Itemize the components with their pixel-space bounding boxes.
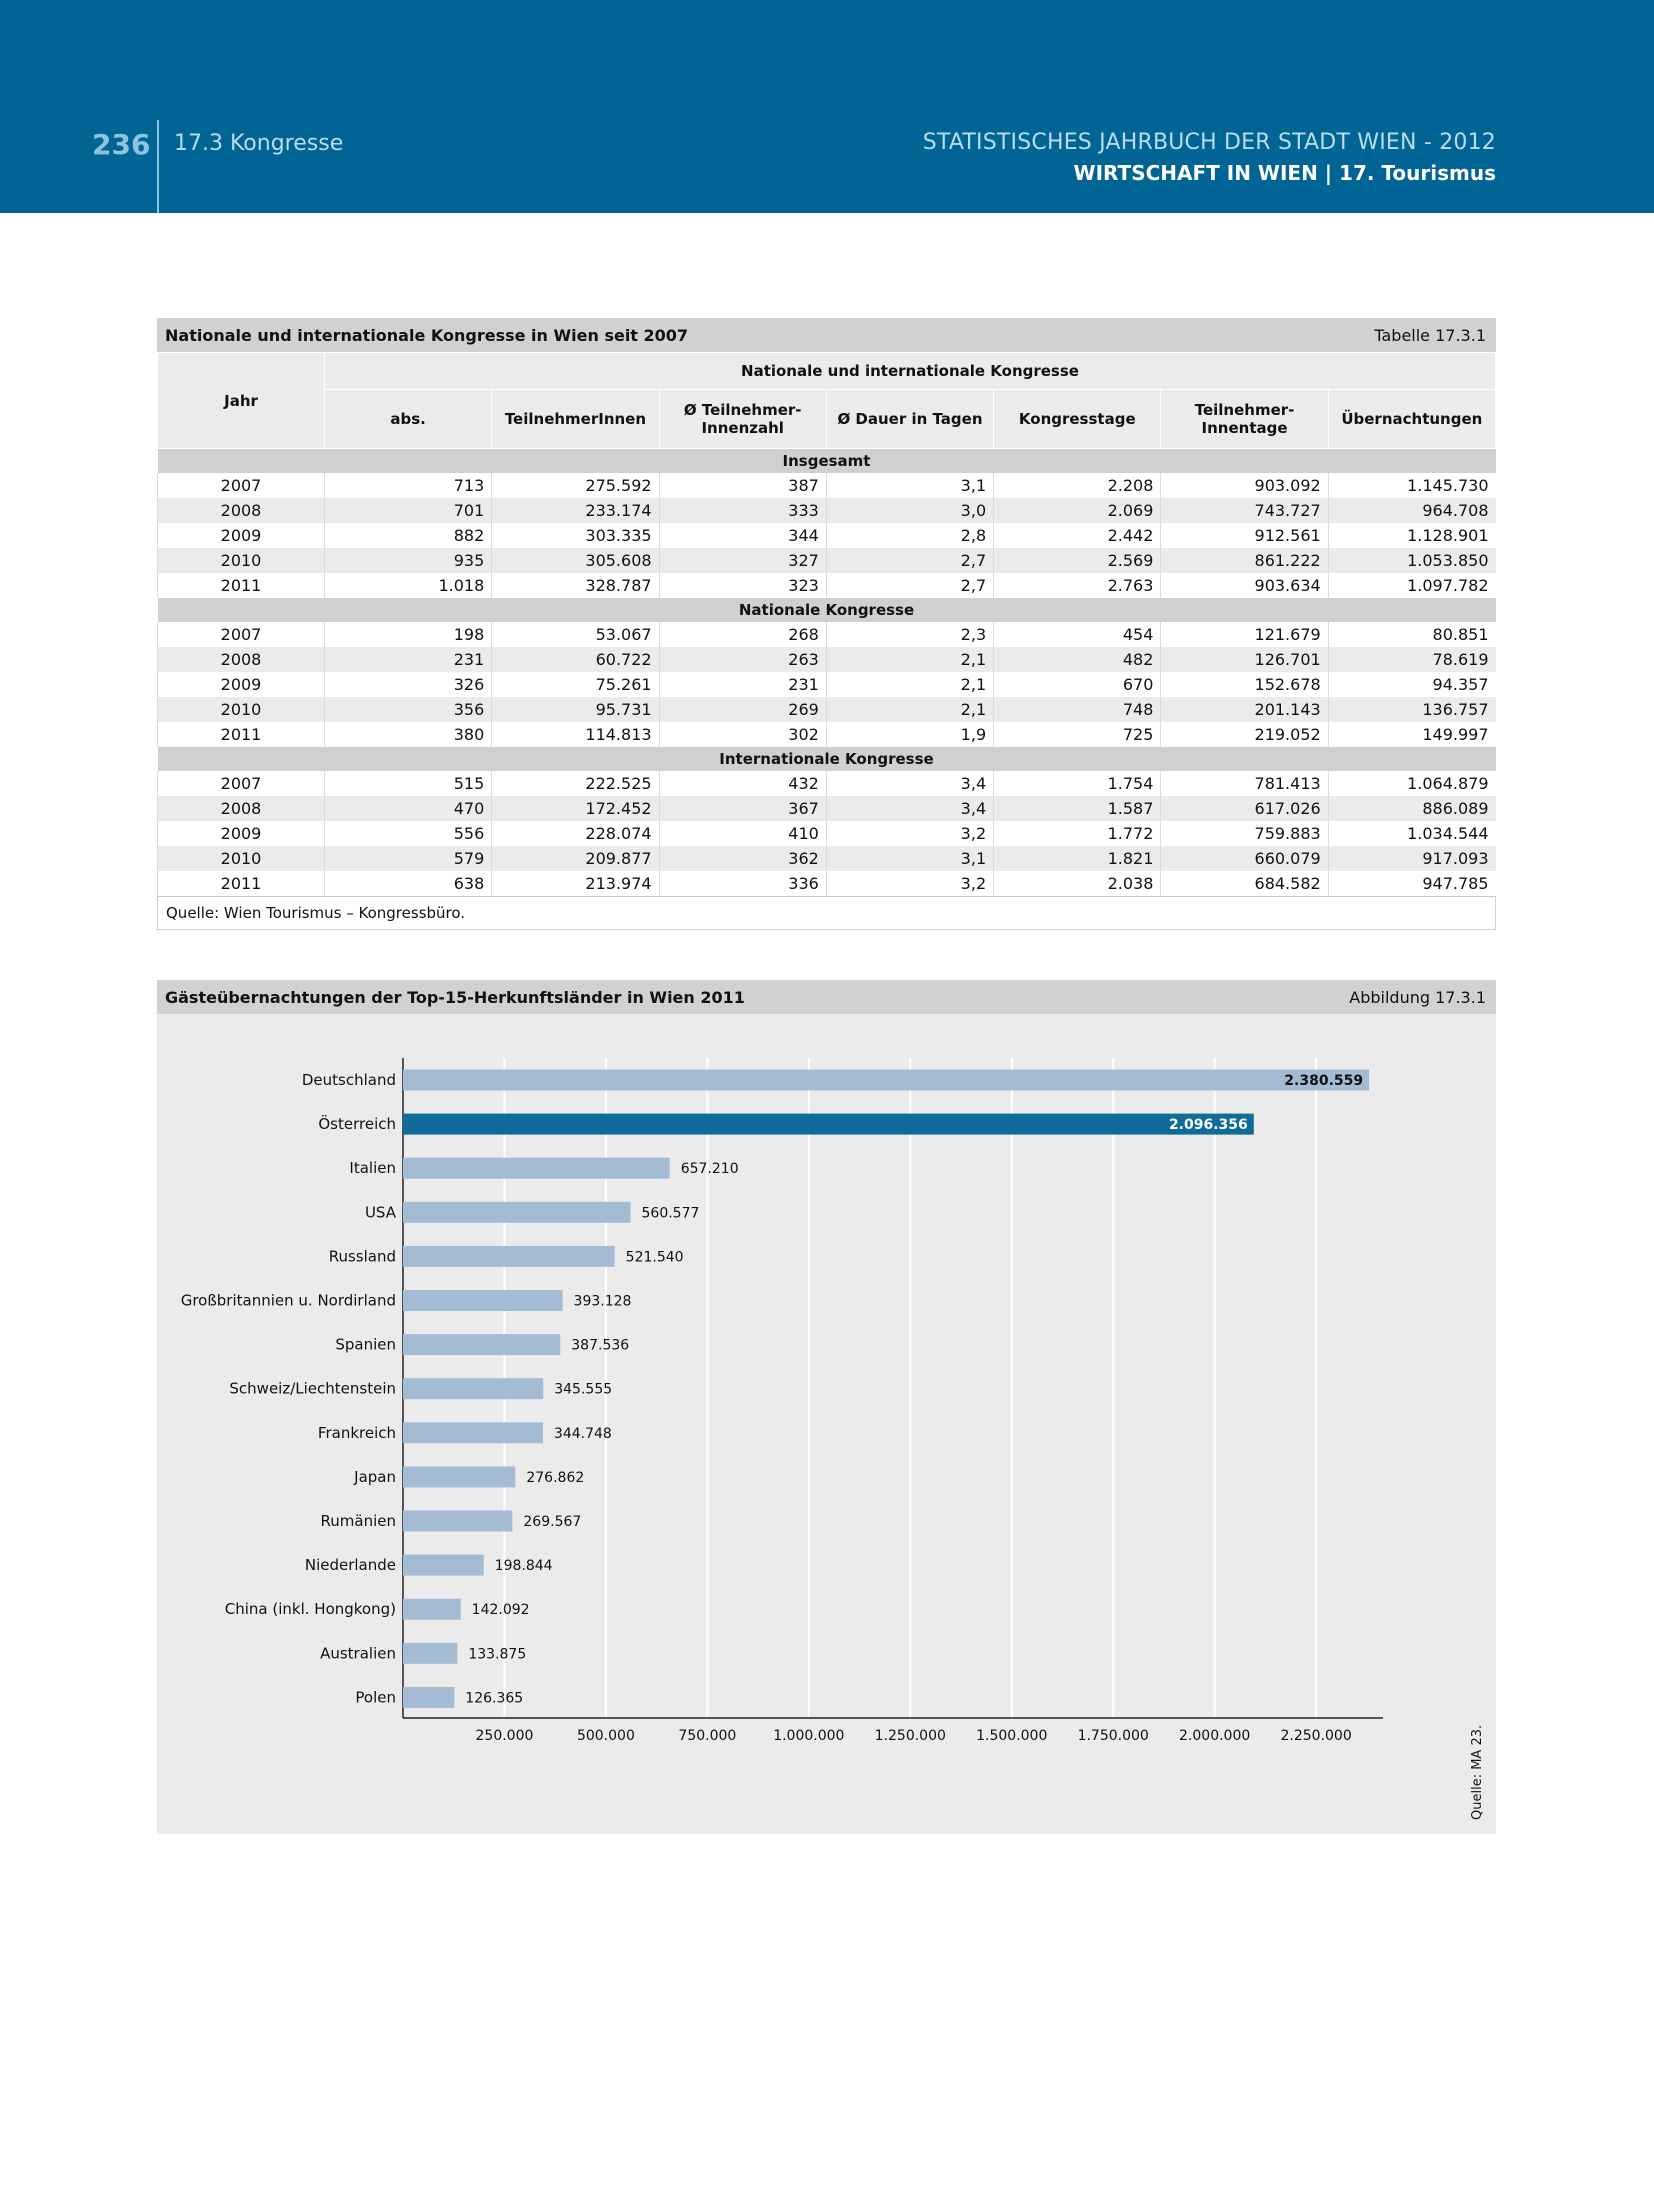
table-row	[158, 846, 1496, 871]
value-cell: 713	[325, 473, 492, 498]
category-label: Polen	[355, 1688, 396, 1707]
value-cell: 219.052	[1161, 722, 1328, 747]
bar	[403, 1555, 484, 1576]
value-cell: 454	[994, 622, 1161, 647]
value-cell: 231	[325, 647, 492, 672]
year-cell: 2007	[158, 622, 325, 647]
value-cell: 3,4	[826, 771, 993, 796]
value-cell: 1.064.879	[1328, 771, 1495, 796]
value-cell: 344	[659, 523, 826, 548]
value-cell: 432	[659, 771, 826, 796]
value-cell: 660.079	[1161, 846, 1328, 871]
value-cell: 470	[325, 796, 492, 821]
value-cell: 1,9	[826, 722, 993, 747]
bar	[403, 1378, 543, 1399]
chapter-title: WIRTSCHAFT IN WIEN | 17. Tourismus	[1073, 161, 1496, 185]
value-cell: 60.722	[492, 647, 659, 672]
data-label: 521.540	[625, 1249, 684, 1266]
value-cell: 78.619	[1328, 647, 1495, 672]
section-title: 17.3 Kongresse	[174, 131, 344, 156]
bar	[403, 1202, 631, 1223]
value-cell: 410	[659, 821, 826, 846]
value-cell: 2.069	[994, 498, 1161, 523]
value-cell: 1.097.782	[1328, 573, 1495, 598]
bar	[403, 1158, 670, 1179]
value-cell: 269	[659, 697, 826, 722]
value-cell: 947.785	[1328, 871, 1495, 896]
column-header: Kongresstage	[994, 390, 1161, 449]
x-tick-label: 1.500.000	[976, 1728, 1048, 1744]
value-cell: 95.731	[492, 697, 659, 722]
year-cell: 2008	[158, 647, 325, 672]
congress-table-block	[157, 318, 1496, 930]
category-label: USA	[364, 1203, 396, 1222]
x-tick-label: 2.000.000	[1179, 1728, 1251, 1744]
category-label: Österreich	[318, 1115, 396, 1134]
category-label: Rumänien	[320, 1512, 396, 1530]
column-header: Übernachtungen	[1328, 390, 1495, 449]
x-tick-label: 750.000	[678, 1728, 737, 1744]
section-header-row	[158, 747, 1496, 771]
value-cell: 228.074	[492, 821, 659, 846]
value-cell: 80.851	[1328, 622, 1495, 647]
x-tick-label: 1.250.000	[874, 1728, 946, 1744]
congress-table	[157, 352, 1496, 896]
x-tick-label: 1.000.000	[773, 1728, 845, 1744]
table-row	[158, 672, 1496, 697]
year-cell: 2011	[158, 722, 325, 747]
value-cell: 367	[659, 796, 826, 821]
section-header-row	[158, 598, 1496, 622]
chart-block	[157, 980, 1496, 1834]
bar	[403, 1599, 461, 1620]
value-cell: 861.222	[1161, 548, 1328, 573]
value-cell: 333	[659, 498, 826, 523]
table-row	[158, 647, 1496, 672]
value-cell: 684.582	[1161, 871, 1328, 896]
x-tick-label: 500.000	[576, 1728, 635, 1744]
data-label: 276.862	[526, 1469, 585, 1486]
value-cell: 380	[325, 722, 492, 747]
section-header-row	[158, 449, 1496, 474]
bar	[403, 1466, 515, 1487]
value-cell: 781.413	[1161, 771, 1328, 796]
page-number: 236	[92, 128, 151, 161]
bar	[403, 1643, 457, 1664]
value-cell: 275.592	[492, 473, 659, 498]
group-header: Nationale und internationale Kongresse	[325, 353, 1496, 390]
value-cell: 75.261	[492, 672, 659, 697]
year-cell: 2009	[158, 672, 325, 697]
table-row	[158, 697, 1496, 722]
value-cell: 2,3	[826, 622, 993, 647]
data-label: 560.577	[641, 1205, 700, 1222]
category-label: Italien	[349, 1159, 396, 1178]
value-cell: 3,2	[826, 871, 993, 896]
bar	[403, 1511, 512, 1532]
value-cell: 670	[994, 672, 1161, 697]
value-cell: 701	[325, 498, 492, 523]
value-cell: 126.701	[1161, 647, 1328, 672]
year-cell: 2010	[158, 697, 325, 722]
year-cell: 2010	[158, 846, 325, 871]
value-cell: 2,1	[826, 647, 993, 672]
table-row	[158, 821, 1496, 846]
data-label: 198.844	[494, 1558, 553, 1575]
table-row	[158, 871, 1496, 896]
value-cell: 213.974	[492, 871, 659, 896]
table-row	[158, 473, 1496, 498]
figure-label: Abbildung 17.3.1	[1349, 987, 1486, 1007]
table-row	[158, 498, 1496, 523]
data-label: 269.567	[523, 1514, 582, 1530]
value-cell: 964.708	[1328, 498, 1495, 523]
value-cell: 882	[325, 523, 492, 548]
value-cell: 302	[659, 722, 826, 747]
value-cell: 121.679	[1161, 622, 1328, 647]
value-cell: 3,0	[826, 498, 993, 523]
value-cell: 3,2	[826, 821, 993, 846]
value-cell: 1.053.850	[1328, 548, 1495, 573]
category-label: China (inkl. Hongkong)	[224, 1600, 396, 1619]
year-cell: 2008	[158, 796, 325, 821]
value-cell: 2,8	[826, 523, 993, 548]
value-cell: 748	[994, 697, 1161, 722]
value-cell: 387	[659, 473, 826, 498]
value-cell: 2.442	[994, 523, 1161, 548]
data-label: 2.380.559	[1284, 1073, 1364, 1089]
section-header: Insgesamt	[158, 449, 1496, 474]
value-cell: 209.877	[492, 846, 659, 871]
category-label: Niederlande	[304, 1556, 396, 1575]
section-header: Nationale Kongresse	[158, 598, 1496, 622]
value-cell: 759.883	[1161, 821, 1328, 846]
value-cell: 886.089	[1328, 796, 1495, 821]
page-header	[0, 0, 1654, 213]
publication-title: STATISTISCHES JAHRBUCH DER STADT WIEN - 2012	[922, 130, 1496, 155]
value-cell: 638	[325, 871, 492, 896]
value-cell: 172.452	[492, 796, 659, 821]
value-cell: 743.727	[1161, 498, 1328, 523]
data-label: 387.536	[571, 1337, 630, 1354]
value-cell: 303.335	[492, 523, 659, 548]
value-cell: 268	[659, 622, 826, 647]
value-cell: 903.634	[1161, 573, 1328, 598]
value-cell: 336	[659, 871, 826, 896]
value-cell: 3,4	[826, 796, 993, 821]
value-cell: 556	[325, 821, 492, 846]
table-row	[158, 771, 1496, 796]
bar	[403, 1422, 543, 1443]
value-cell: 94.357	[1328, 672, 1495, 697]
year-cell: 2011	[158, 573, 325, 598]
table-source: Quelle: Wien Tourismus – Kongressbüro.	[157, 896, 1496, 930]
value-cell: 3,1	[826, 846, 993, 871]
value-cell: 935	[325, 548, 492, 573]
x-tick-label: 250.000	[475, 1728, 534, 1744]
value-cell: 725	[994, 722, 1161, 747]
section-header: Internationale Kongresse	[158, 747, 1496, 771]
value-cell: 912.561	[1161, 523, 1328, 548]
header-divider	[157, 120, 159, 213]
value-cell: 917.093	[1328, 846, 1495, 871]
value-cell: 328.787	[492, 573, 659, 598]
x-tick-label: 1.750.000	[1077, 1728, 1149, 1744]
data-label: 126.365	[465, 1690, 524, 1707]
value-cell: 617.026	[1161, 796, 1328, 821]
column-header: TeilnehmerInnen	[492, 390, 659, 449]
value-cell: 2,7	[826, 573, 993, 598]
value-cell: 305.608	[492, 548, 659, 573]
data-label: 344.748	[553, 1425, 612, 1442]
column-header: Ø Teilnehmer- Innenzahl	[659, 390, 826, 449]
year-cell: 2009	[158, 523, 325, 548]
value-cell: 2,7	[826, 548, 993, 573]
bar-chart	[157, 1016, 1496, 1834]
value-cell: 198	[325, 622, 492, 647]
value-cell: 362	[659, 846, 826, 871]
value-cell: 1.128.901	[1328, 523, 1495, 548]
bar	[403, 1687, 454, 1708]
category-label: Australien	[320, 1644, 396, 1663]
table-row	[158, 622, 1496, 647]
table-row	[158, 523, 1496, 548]
value-cell: 356	[325, 697, 492, 722]
value-cell: 53.067	[492, 622, 659, 647]
table-title: Nationale und internationale Kongresse in Wien seit 2007	[165, 325, 689, 345]
bar	[403, 1114, 1254, 1135]
category-label: Schweiz/Liechtenstein	[229, 1379, 396, 1398]
category-label: Großbritannien u. Nordirland	[180, 1291, 396, 1310]
figure-source: Quelle: MA 23.	[1470, 1724, 1485, 1820]
category-label: Frankreich	[317, 1423, 396, 1442]
value-cell: 2,1	[826, 672, 993, 697]
column-header: Teilnehmer- Innentage	[1161, 390, 1328, 449]
bar	[403, 1290, 563, 1311]
publication-info	[923, 130, 1496, 185]
bar	[403, 1070, 1369, 1091]
value-cell: 1.821	[994, 846, 1161, 871]
value-cell: 1.034.544	[1328, 821, 1495, 846]
year-cell: 2007	[158, 771, 325, 796]
category-label: Japan	[354, 1467, 396, 1486]
value-cell: 482	[994, 647, 1161, 672]
table-row	[158, 796, 1496, 821]
data-label: 393.128	[573, 1293, 632, 1310]
value-cell: 2,1	[826, 697, 993, 722]
column-header: abs.	[325, 390, 492, 449]
table-row	[158, 722, 1496, 747]
value-cell: 149.997	[1328, 722, 1495, 747]
category-label: Deutschland	[301, 1071, 396, 1089]
year-cell: 2008	[158, 498, 325, 523]
year-cell: 2007	[158, 473, 325, 498]
value-cell: 1.145.730	[1328, 473, 1495, 498]
figure-titlebar	[157, 980, 1496, 1014]
value-cell: 2.569	[994, 548, 1161, 573]
value-cell: 323	[659, 573, 826, 598]
value-cell: 579	[325, 846, 492, 871]
value-cell: 114.813	[492, 722, 659, 747]
column-header: Ø Dauer in Tagen	[826, 390, 993, 449]
year-cell: 2011	[158, 871, 325, 896]
table-label: Tabelle 17.3.1	[1374, 325, 1486, 345]
data-label: 657.210	[680, 1161, 739, 1178]
x-tick-label: 2.250.000	[1280, 1728, 1352, 1744]
table-row	[158, 573, 1496, 598]
data-label: 2.096.356	[1168, 1117, 1248, 1134]
value-cell: 903.092	[1161, 473, 1328, 498]
year-cell: 2010	[158, 548, 325, 573]
column-header-jahr: Jahr	[158, 353, 325, 449]
bar	[403, 1334, 560, 1355]
value-cell: 2.038	[994, 871, 1161, 896]
category-label: Spanien	[335, 1335, 396, 1354]
value-cell: 233.174	[492, 498, 659, 523]
value-cell: 326	[325, 672, 492, 697]
value-cell: 152.678	[1161, 672, 1328, 697]
value-cell: 201.143	[1161, 697, 1328, 722]
table-row	[158, 548, 1496, 573]
value-cell: 1.018	[325, 573, 492, 598]
value-cell: 327	[659, 548, 826, 573]
figure-title: Gästeübernachtungen der Top-15-Herkunftsländer in Wien 2011	[165, 987, 745, 1007]
value-cell: 1.754	[994, 771, 1161, 796]
value-cell: 1.772	[994, 821, 1161, 846]
category-label: Russland	[328, 1247, 396, 1266]
bar	[403, 1246, 615, 1267]
value-cell: 2.208	[994, 473, 1161, 498]
year-cell: 2009	[158, 821, 325, 846]
value-cell: 136.757	[1328, 697, 1495, 722]
value-cell: 1.587	[994, 796, 1161, 821]
data-label: 345.555	[554, 1381, 613, 1398]
table-titlebar	[157, 318, 1496, 352]
value-cell: 263	[659, 647, 826, 672]
value-cell: 2.763	[994, 573, 1161, 598]
value-cell: 222.525	[492, 771, 659, 796]
value-cell: 3,1	[826, 473, 993, 498]
data-label: 133.875	[468, 1646, 527, 1663]
data-label: 142.092	[471, 1602, 530, 1619]
value-cell: 231	[659, 672, 826, 697]
value-cell: 515	[325, 771, 492, 796]
